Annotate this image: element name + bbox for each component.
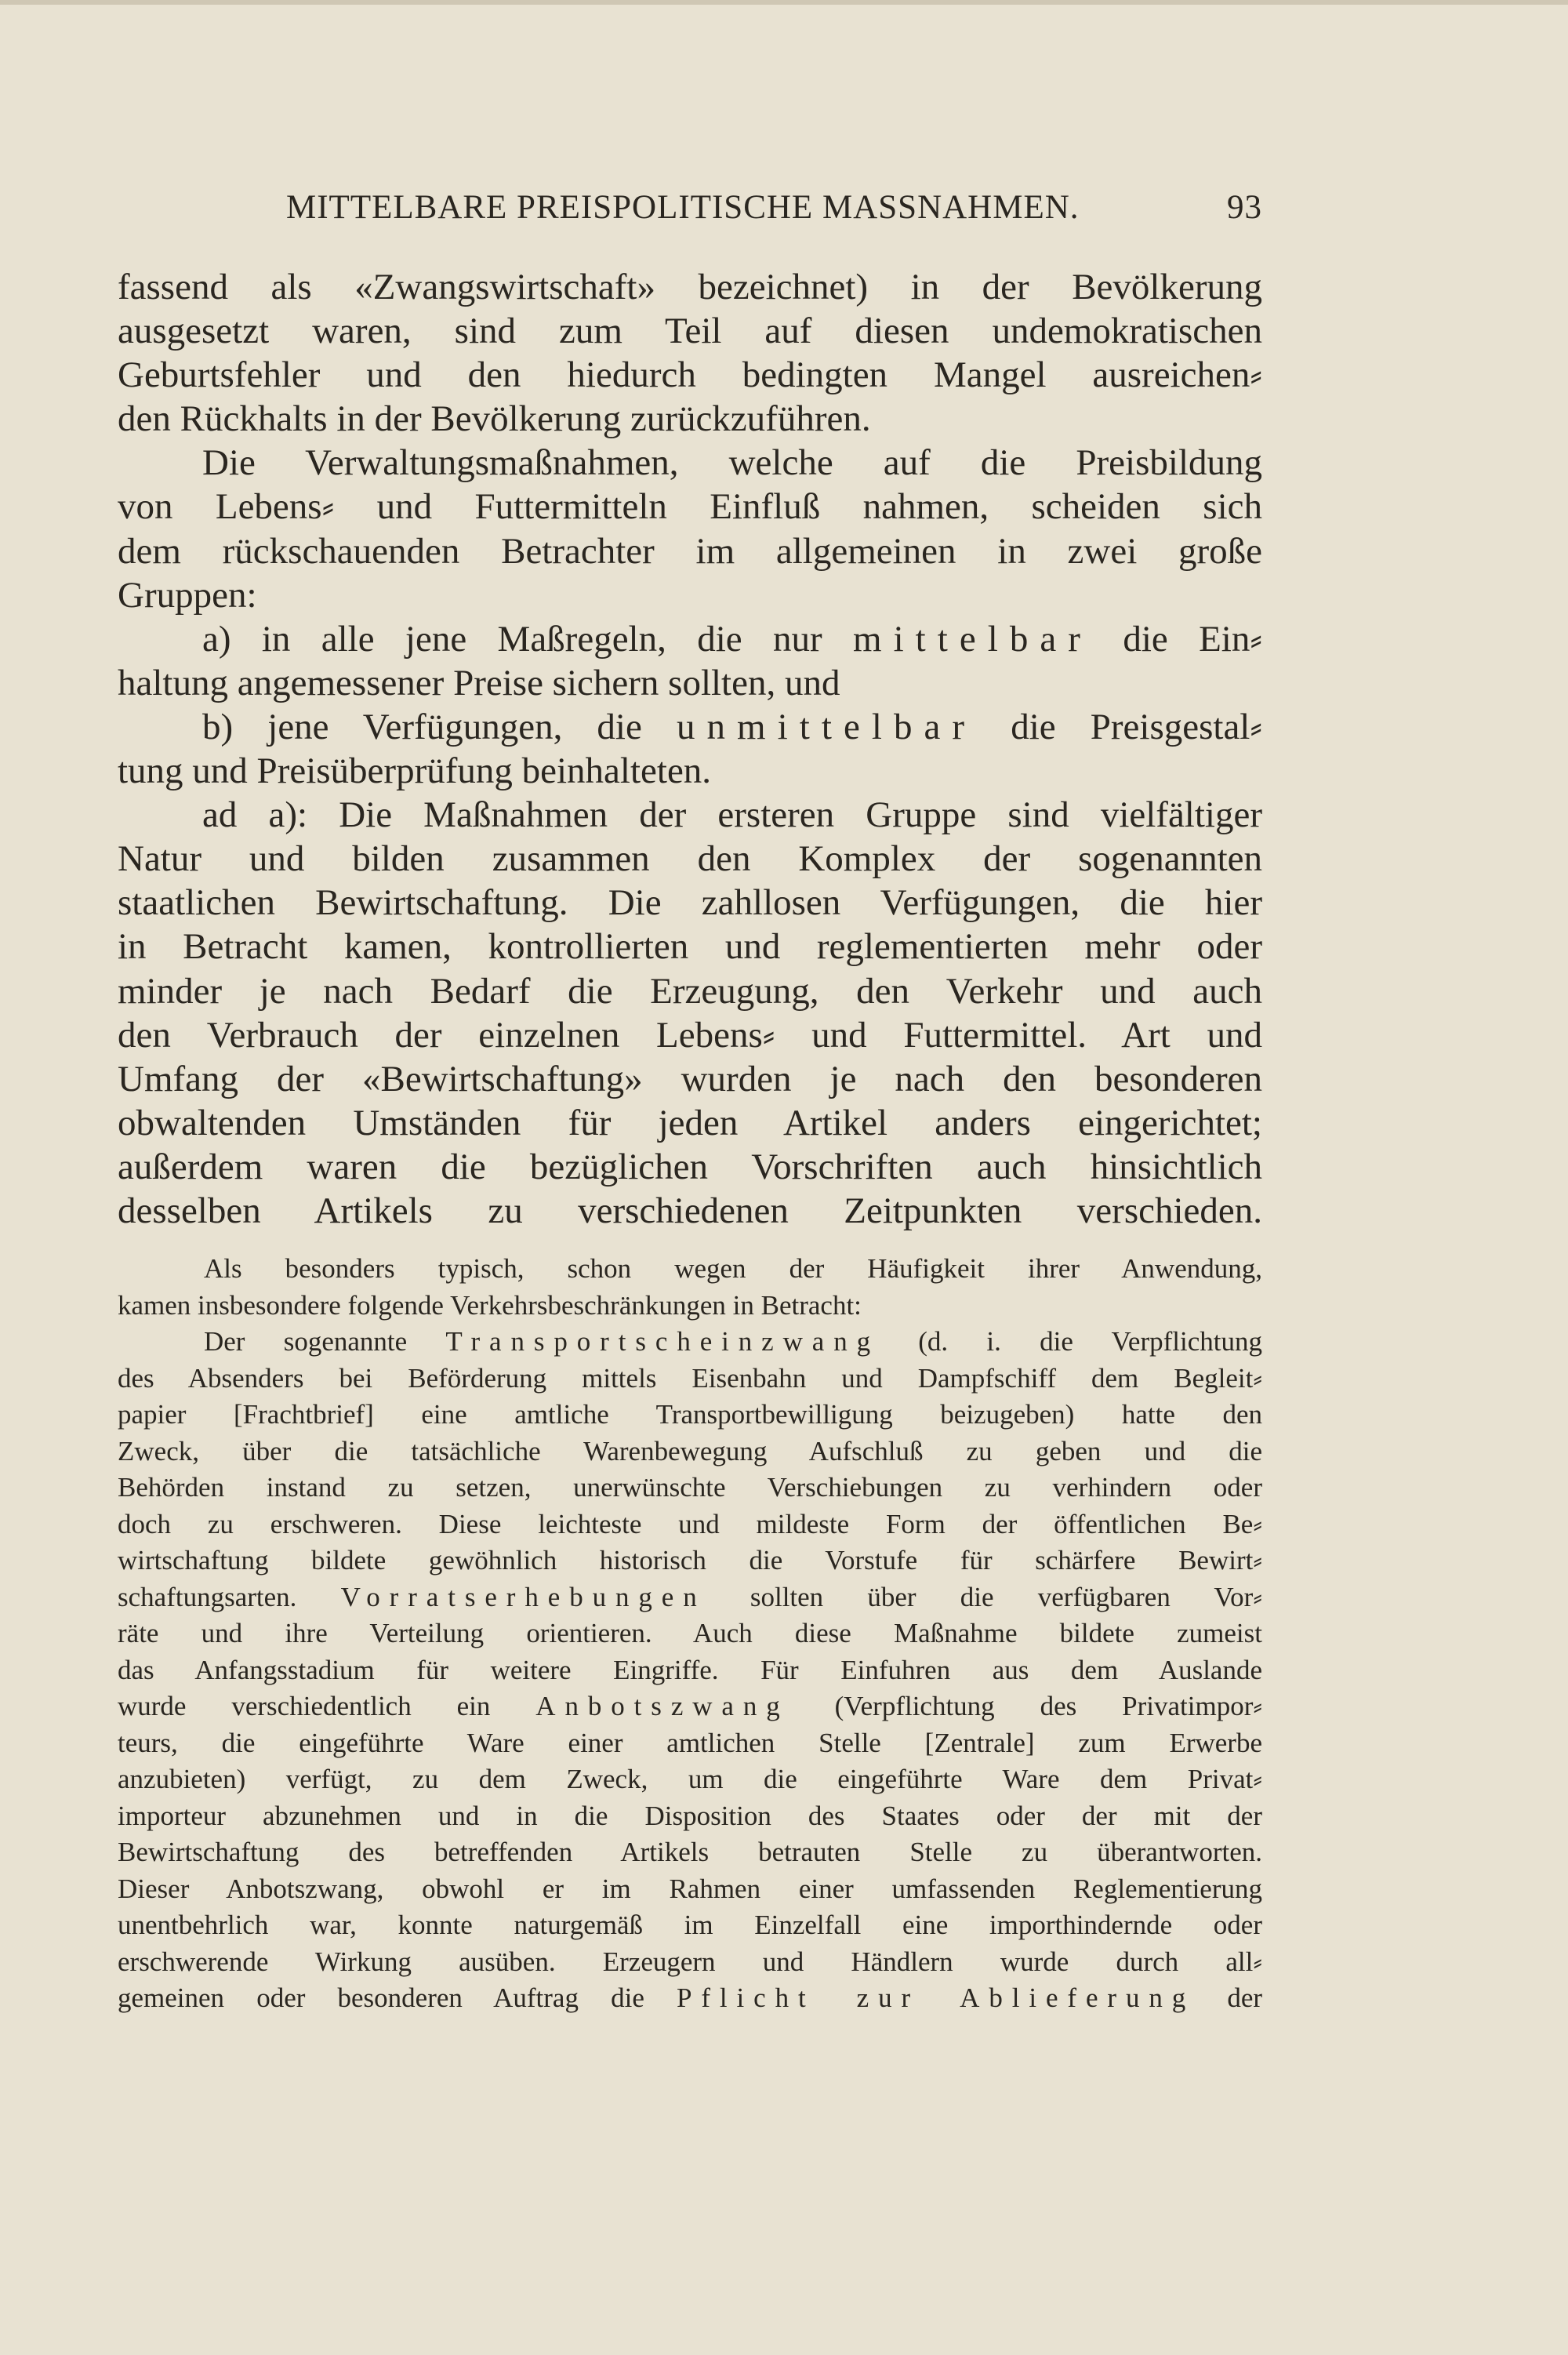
text-line: desselben Artikels zu verschiedenen Zeitpunkten verschieden.	[118, 1190, 1262, 1231]
text-line: ausgesetzt waren, sind zum Teil auf diesen undemokratischen	[118, 311, 1262, 352]
text-segment: b) jene Verfügungen, die	[202, 706, 642, 747]
footnote-line: des Absenders bei Beförderung mittels Eisenbahn und Dampfschiff dem Begleit⸗	[118, 1362, 1262, 1394]
text-line: den Rückhalts in der Bevölkerung zurückzuführen.	[118, 398, 871, 440]
text-line: minder je nach Bedarf die Erzeugung, den Verkehr und auch	[118, 970, 1262, 1012]
text-segment: der	[1227, 1982, 1263, 2013]
text-line: ad a): Die Maßnahmen der ersteren Gruppe sind vielfältiger	[202, 794, 1262, 836]
text-line: in Betracht kamen, kontrollierten und reglementierten mehr oder	[118, 926, 1262, 968]
footnote-line	[118, 1324, 1262, 1361]
spaced-emphasis: Anbotszwang	[535, 1691, 789, 1721]
text-line: obwaltenden Umständen für jeden Artikel anders eingerichtet;	[118, 1102, 1262, 1143]
footnote-line: teurs, die eingeführte Ware einer amtlichen Stelle [Zentrale] zum Erwerbe	[118, 1727, 1262, 1758]
text-line: fassend als «Zwangswirtschaft» bezeichnet) in der Bevölkerung	[118, 267, 1262, 307]
text-line: tung und Preisüberprüfung beinhalteten.	[118, 750, 712, 792]
text-line: staatlichen Bewirtschaftung. Die zahllosen Verfügungen, die hier	[118, 882, 1262, 924]
text-segment: gemeinen oder besonderen Auftrag die	[118, 1982, 644, 2013]
spaced-emphasis: Pflicht zur Ablieferung	[677, 1982, 1196, 2013]
running-title: MITTELBARE PREISPOLITISCHE MASSNAHMEN.	[286, 189, 1080, 226]
footnote-line: Dieser Anbotszwang, obwohl er im Rahmen einer umfassenden Reglementierung	[118, 1873, 1262, 1904]
text-segment: die Ein⸗	[1123, 618, 1263, 660]
footnote-line: importeur abzunehmen und in die Disposition des Staates oder der mit der	[118, 1800, 1262, 1831]
text-line: von Lebens⸗ und Futtermitteln Einfluß nahmen, scheiden sich	[118, 486, 1262, 528]
text-segment: wurde verschiedentlich ein	[118, 1691, 491, 1721]
footnote-line: doch zu erschweren. Diese leichteste und mildeste Form der öffentlichen Be⸗	[118, 1508, 1262, 1539]
text-segment: schaftungsarten.	[118, 1581, 297, 1612]
spaced-emphasis: Vorratserhebungen	[340, 1581, 706, 1612]
text-line	[118, 705, 1262, 749]
footnote-line	[118, 1980, 1262, 2017]
footnote-line: kamen insbesondere folgende Verkehrsbeschränkungen in Betracht:	[118, 1289, 862, 1321]
text-line: haltung angemessener Preise sichern sollten, und	[118, 662, 840, 703]
text-segment: (d. i. die Verpflichtung	[918, 1326, 1262, 1357]
footnote-line: wirtschaftung bildete gewöhnlich historisch die Vorstufe für schärfere Bewirt⸗	[118, 1545, 1262, 1575]
footnote-line: räte und ihre Verteilung orientieren. Auch diese Maßnahme bildete zumeist	[118, 1618, 1262, 1648]
page-number: 93	[1227, 189, 1262, 226]
footnote-line: anzubieten) verfügt, zu dem Zweck, um die eingeführte Ware dem Privat⸗	[118, 1764, 1262, 1794]
footnote-line: Zweck, über die tatsächliche Warenbewegung Aufschluß zu geben und die	[118, 1435, 1262, 1466]
text-line	[118, 617, 1262, 661]
page-top-edge	[0, 0, 1568, 5]
footnote-line: papier [Frachtbrief] eine amtliche Transportbewilligung beizugeben) hatte den	[118, 1399, 1262, 1430]
text-segment: die Preisgestal⸗	[1011, 706, 1263, 747]
footnote-block	[118, 1251, 1262, 2017]
text-line: Umfang der «Bewirtschaftung» wurden je nach den besonderen	[118, 1058, 1262, 1099]
text-segment: Der sogenannte	[204, 1326, 408, 1357]
footnote-line: erschwerende Wirkung ausüben. Erzeugern und Händlern wurde durch all⸗	[118, 1946, 1262, 1977]
text-line: Gruppen:	[118, 574, 257, 616]
footnote-line: unentbehrlich war, konnte naturgemäß im Einzelfall eine importhindernde oder	[118, 1910, 1262, 1940]
text-line: Geburtsfehler und den hiedurch bedingten Mangel ausreichen⸗	[118, 354, 1262, 396]
text-line: außerdem waren die bezüglichen Vorschriften auch hinsichtlich	[118, 1146, 1262, 1187]
text-segment: (Verpflichtung des Privatimpor⸗	[834, 1691, 1263, 1721]
footnote-line: das Anfangsstadium für weitere Eingriffe. Für Einfuhren aus dem Auslande	[118, 1654, 1262, 1685]
footnote-line	[118, 1688, 1262, 1725]
footnote-line	[118, 1579, 1262, 1616]
spaced-emphasis: mittelbar	[852, 618, 1092, 660]
text-segment: sollten über die verfügbaren Vor⸗	[750, 1581, 1262, 1612]
text-line: Natur und bilden zusammen den Komplex der sogenannten	[118, 838, 1262, 880]
main-text	[118, 265, 1262, 1233]
footnote-line: Bewirtschaftung des betreffenden Artikels betrauten Stelle zu überantworten.	[118, 1837, 1262, 1867]
spaced-emphasis: Transportscheinzwang	[445, 1326, 880, 1357]
text-line: den Verbrauch der einzelnen Lebens⸗ und Futtermittel. Art und	[118, 1014, 1262, 1056]
text-line: Die Verwaltungsmaßnahmen, welche auf die Preisbildung	[202, 442, 1262, 484]
spaced-emphasis: unmittelbar	[676, 706, 977, 747]
text-segment: a) in alle jene Maßregeln, die nur	[202, 618, 822, 660]
footnote-line: Als besonders typisch, schon wegen der Häufigkeit ihrer Anwendung,	[204, 1253, 1262, 1284]
text-line: dem rückschauenden Betrachter im allgemeinen in zwei große	[118, 530, 1262, 572]
footnote-line: Behörden instand zu setzen, unerwünschte Verschiebungen zu verhindern oder	[118, 1472, 1262, 1503]
